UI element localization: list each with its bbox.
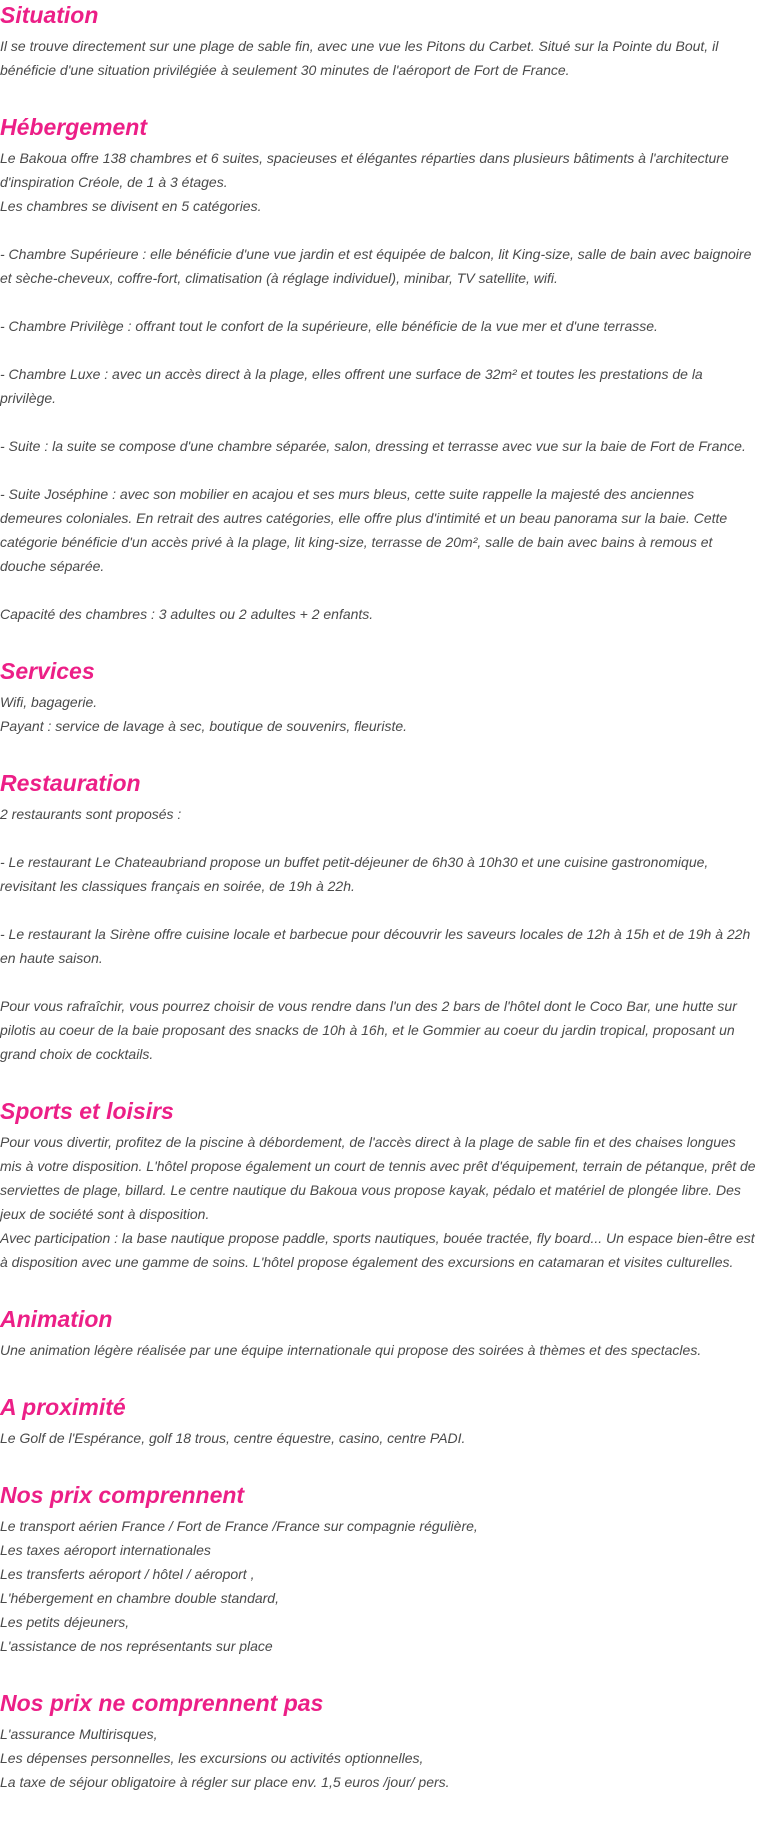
paragraph: Le Golf de l'Espérance, golf 18 trous, centre équestre, casino, centre PADI. [0, 1430, 466, 1446]
section-title: Nos prix comprennent [0, 1482, 245, 1508]
paragraph: Les dépenses personnelles, les excursions ou activités optionnelles, [0, 1750, 424, 1766]
section-title: Restauration [0, 770, 141, 796]
section-title: A proximité [0, 1394, 126, 1420]
section-title: Animation [0, 1306, 113, 1332]
paragraph: La taxe de séjour obligatoire à régler sur place env. 1,5 euros /jour/ pers. [0, 1774, 450, 1790]
paragraph: L'assurance Multirisques, [0, 1726, 158, 1742]
paragraph: Les transferts aéroport / hôtel / aéroport , [0, 1566, 255, 1582]
section-title: Situation [0, 2, 99, 28]
section-body [0, 1338, 758, 1362]
section-body [0, 1722, 758, 1794]
section-body [0, 1130, 758, 1274]
section-body [0, 1426, 758, 1450]
section-nos-prix-comprennent [0, 1480, 758, 1658]
section-body [0, 802, 758, 1066]
paragraph: Le Bakoua offre 138 chambres et 6 suites, spacieuses et élégantes réparties dans plusieurs bâtiments à l'architecture d'inspiration Créole, de 1 à 3 étages. [0, 150, 729, 190]
paragraph: - Chambre Privilège : offrant tout le confort de la supérieure, elle bénéficie de la vue mer et d'une terrasse. [0, 318, 658, 334]
paragraph: Les taxes aéroport internationales [0, 1542, 211, 1558]
section-services [0, 656, 758, 738]
paragraph-spacer [0, 410, 758, 434]
paragraph: Wifi, bagagerie. [0, 694, 98, 710]
section-body [0, 690, 758, 738]
paragraph-spacer [0, 970, 758, 994]
paragraph: L'assistance de nos représentants sur place [0, 1638, 273, 1654]
paragraph: Il se trouve directement sur une plage de sable fin, avec une vue les Pitons du Carbet. Situé sur la Pointe du Bout, il bénéficie d'une situation privilégiée à seulement 30 minutes de l'aéroport de Fort de France. [0, 38, 719, 78]
paragraph-spacer [0, 826, 758, 850]
paragraph: 2 restaurants sont proposés : [0, 806, 182, 822]
paragraph: Les petits déjeuners, [0, 1614, 130, 1630]
paragraph: L'hébergement en chambre double standard, [0, 1590, 279, 1606]
section-title: Services [0, 658, 95, 684]
section-title: Sports et loisirs [0, 1098, 174, 1124]
paragraph: Les chambres se divisent en 5 catégories. [0, 198, 262, 214]
paragraph-spacer [0, 578, 758, 602]
section-situation [0, 0, 758, 82]
paragraph: - Chambre Supérieure : elle bénéficie d'une vue jardin et est équipée de balcon, lit King-size, salle de bain avec baignoire et sèche-cheveux, coffre-fort, climatisation (à réglage individuel), minibar, TV satellite, wifi. [0, 246, 752, 286]
paragraph: Le transport aérien France / Fort de France /France sur compagnie régulière, [0, 1518, 478, 1534]
paragraph-spacer [0, 898, 758, 922]
paragraph-spacer [0, 218, 758, 242]
paragraph: Pour vous divertir, profitez de la piscine à débordement, de l'accès direct à la plage de sable fin et des chaises longues mis à votre disposition. L'hôtel propose également un court de tennis avec prêt d'équipement, terrain de pétanque, prêt de serviettes de plage, billard. Le centre nautique du Bakoua vous propose kayak, pédalo et matériel de plongée libre. Des jeux de société sont à disposition. [0, 1134, 756, 1222]
section-a-proximite [0, 1392, 758, 1450]
paragraph: Pour vous rafraîchir, vous pourrez choisir de vous rendre dans l'un des 2 bars de l'hôtel dont le Coco Bar, une hutte sur pilotis au coeur de la baie proposant des snacks de 10h à 16h, et le Gommier au coeur du jardin tropical, proposant un grand choix de cocktails. [0, 998, 737, 1062]
paragraph: - Suite Joséphine : avec son mobilier en acajou et ses murs bleus, cette suite rappelle la majesté des anciennes demeures coloniales. En retrait des autres catégories, elle offre plus d'intimité et un beau panorama sur la baie. Cette catégorie bénéficie d'un accès privé à la plage, lit king-size, terrasse de 20m², salle de bain avec bains à remous et douche séparée. [0, 486, 728, 574]
section-sports-et-loisirs [0, 1096, 758, 1274]
paragraph: Avec participation : la base nautique propose paddle, sports nautiques, bouée tractée, fly board... Un espace bien-être est à disposition avec une gamme de soins. L'hôtel propose également des excursions en catamaran et visites culturelles. [0, 1230, 755, 1270]
paragraph: Une animation légère réalisée par une équipe internationale qui propose des soirées à thèmes et des spectacles. [0, 1342, 702, 1358]
paragraph: - Le restaurant Le Chateaubriand propose un buffet petit-déjeuner de 6h30 à 10h30 et une cuisine gastronomique, revisitant les classiques français en soirée, de 19h à 22h. [0, 854, 709, 894]
paragraph: Capacité des chambres : 3 adultes ou 2 adultes + 2 enfants. [0, 606, 374, 622]
paragraph-spacer [0, 338, 758, 362]
section-hebergement [0, 112, 758, 626]
paragraph-spacer [0, 290, 758, 314]
section-body [0, 34, 758, 82]
section-animation [0, 1304, 758, 1362]
section-restauration [0, 768, 758, 1066]
section-body [0, 1514, 758, 1658]
section-body [0, 146, 758, 626]
paragraph: - Le restaurant la Sirène offre cuisine locale et barbecue pour découvrir les saveurs locales de 12h à 15h et de 19h à 22h en haute saison. [0, 926, 751, 966]
section-title: Nos prix ne comprennent pas [0, 1690, 324, 1716]
paragraph: - Chambre Luxe : avec un accès direct à la plage, elles offrent une surface de 32m² et toutes les prestations de la privilège. [0, 366, 703, 406]
section-title: Hébergement [0, 114, 147, 140]
paragraph: - Suite : la suite se compose d'une chambre séparée, salon, dressing et terrasse avec vue sur la baie de Fort de France. [0, 438, 746, 454]
section-nos-prix-ne-comprennent-pas [0, 1688, 758, 1794]
paragraph: Payant : service de lavage à sec, boutique de souvenirs, fleuriste. [0, 718, 408, 734]
paragraph-spacer [0, 458, 758, 482]
